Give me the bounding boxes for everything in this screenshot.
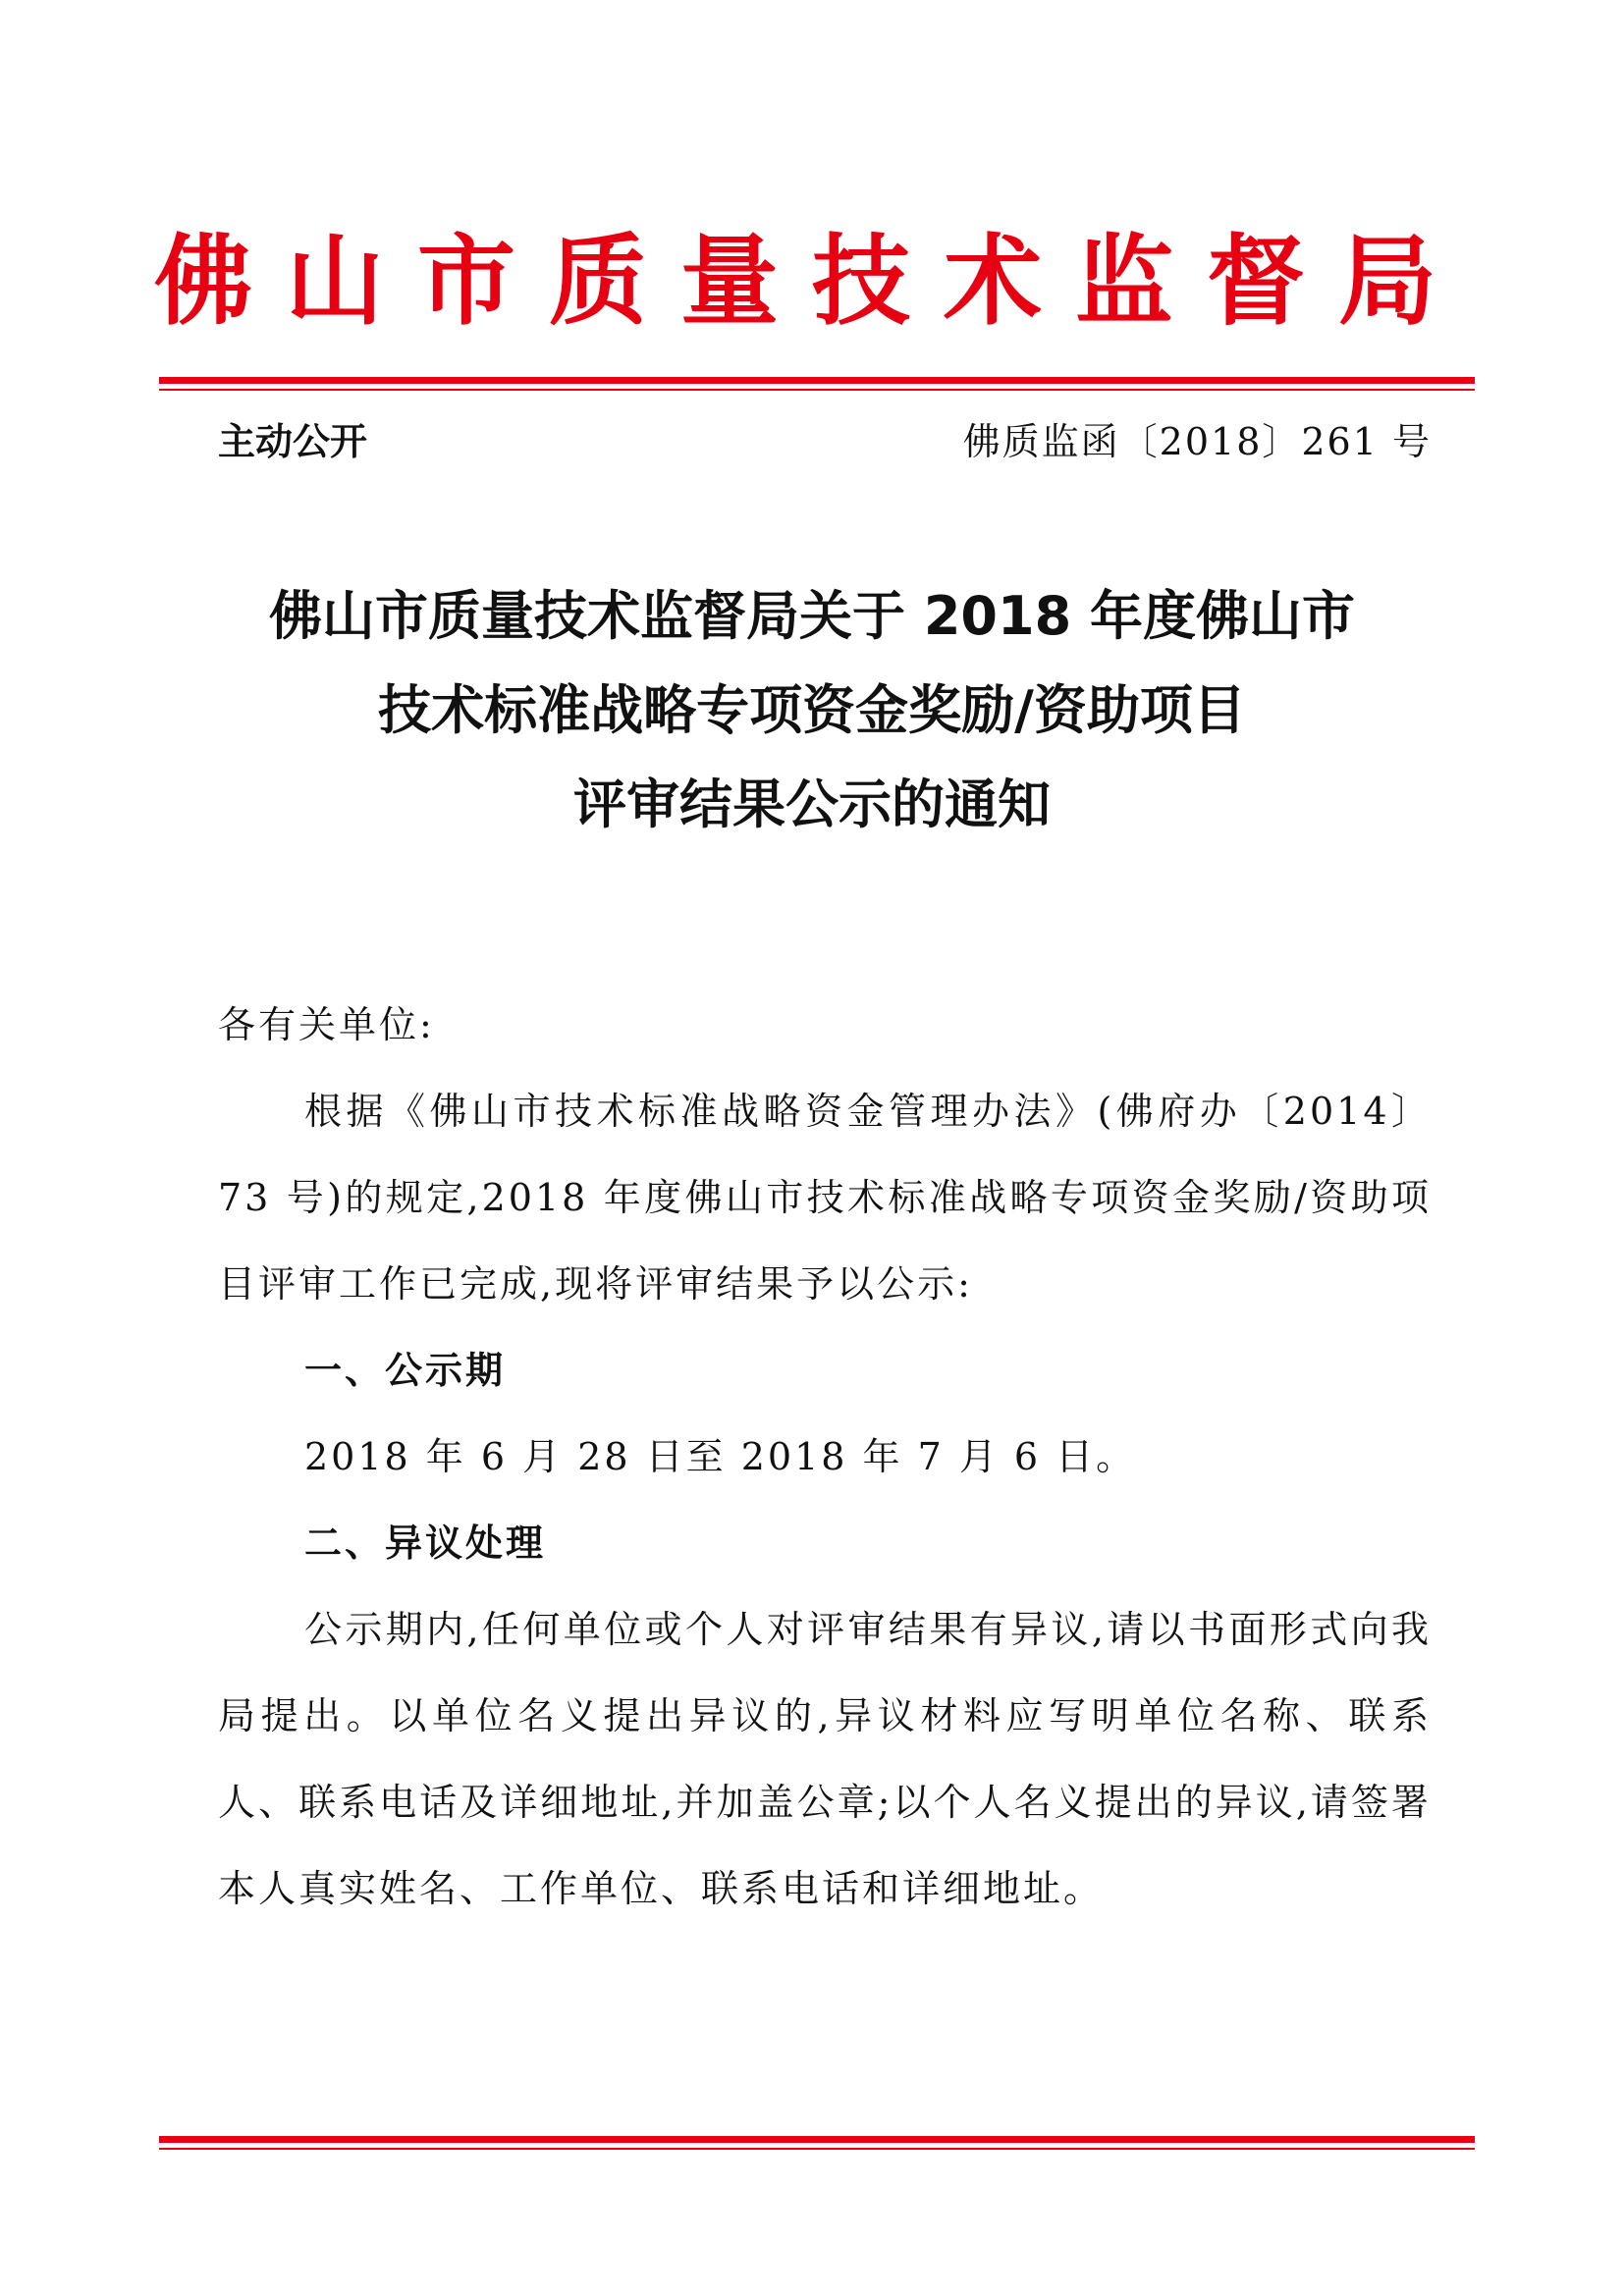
document-body bbox=[218, 982, 1432, 1932]
footer-divider bbox=[159, 2136, 1475, 2150]
document-number: 佛质监函〔2018〕261 号 bbox=[962, 420, 1432, 463]
section-2-heading: 二、异议处理 bbox=[304, 1522, 547, 1565]
title-line-2: 技术标准战略专项资金奖励/资助项目 bbox=[378, 679, 1246, 741]
salutation: 各有关单位: bbox=[218, 1003, 435, 1046]
document-meta-row bbox=[218, 412, 1432, 471]
intro-paragraph: 根据《佛山市技术标准战略资金管理办法》(佛府办〔2014〕73 号)的规定,2018 年度佛山市技术标准战略专项资金奖励/资助项目评审工作已完成,现将评审结果予以公示: bbox=[218, 1090, 1432, 1306]
title-line-3: 评审结果公示的通知 bbox=[573, 774, 1051, 835]
title-line-1: 佛山市质量技术监督局关于 2018 年度佛山市 bbox=[269, 585, 1355, 647]
document-title bbox=[147, 569, 1477, 852]
agency-letterhead-title: 佛山市质量技术监督局 bbox=[154, 224, 1470, 339]
section-2-text: 公示期内,任何单位或个人对评审结果有异议,请以书面形式向我局提出。以单位名义提出异议的,异议材料应写明单位名称、联系人、联系电话及详细地址,并加盖公章;以个人名义提出的异议,请签署本人真实姓名、工作单位、联系电话和详细地址。 bbox=[218, 1608, 1432, 1910]
letterhead-divider-top bbox=[159, 377, 1475, 391]
section-1-heading: 一、公示期 bbox=[304, 1349, 507, 1392]
disclosure-label: 主动公开 bbox=[218, 420, 368, 463]
section-1-text: 2018 年 6 月 28 日至 2018 年 7 月 6 日。 bbox=[304, 1435, 1137, 1478]
